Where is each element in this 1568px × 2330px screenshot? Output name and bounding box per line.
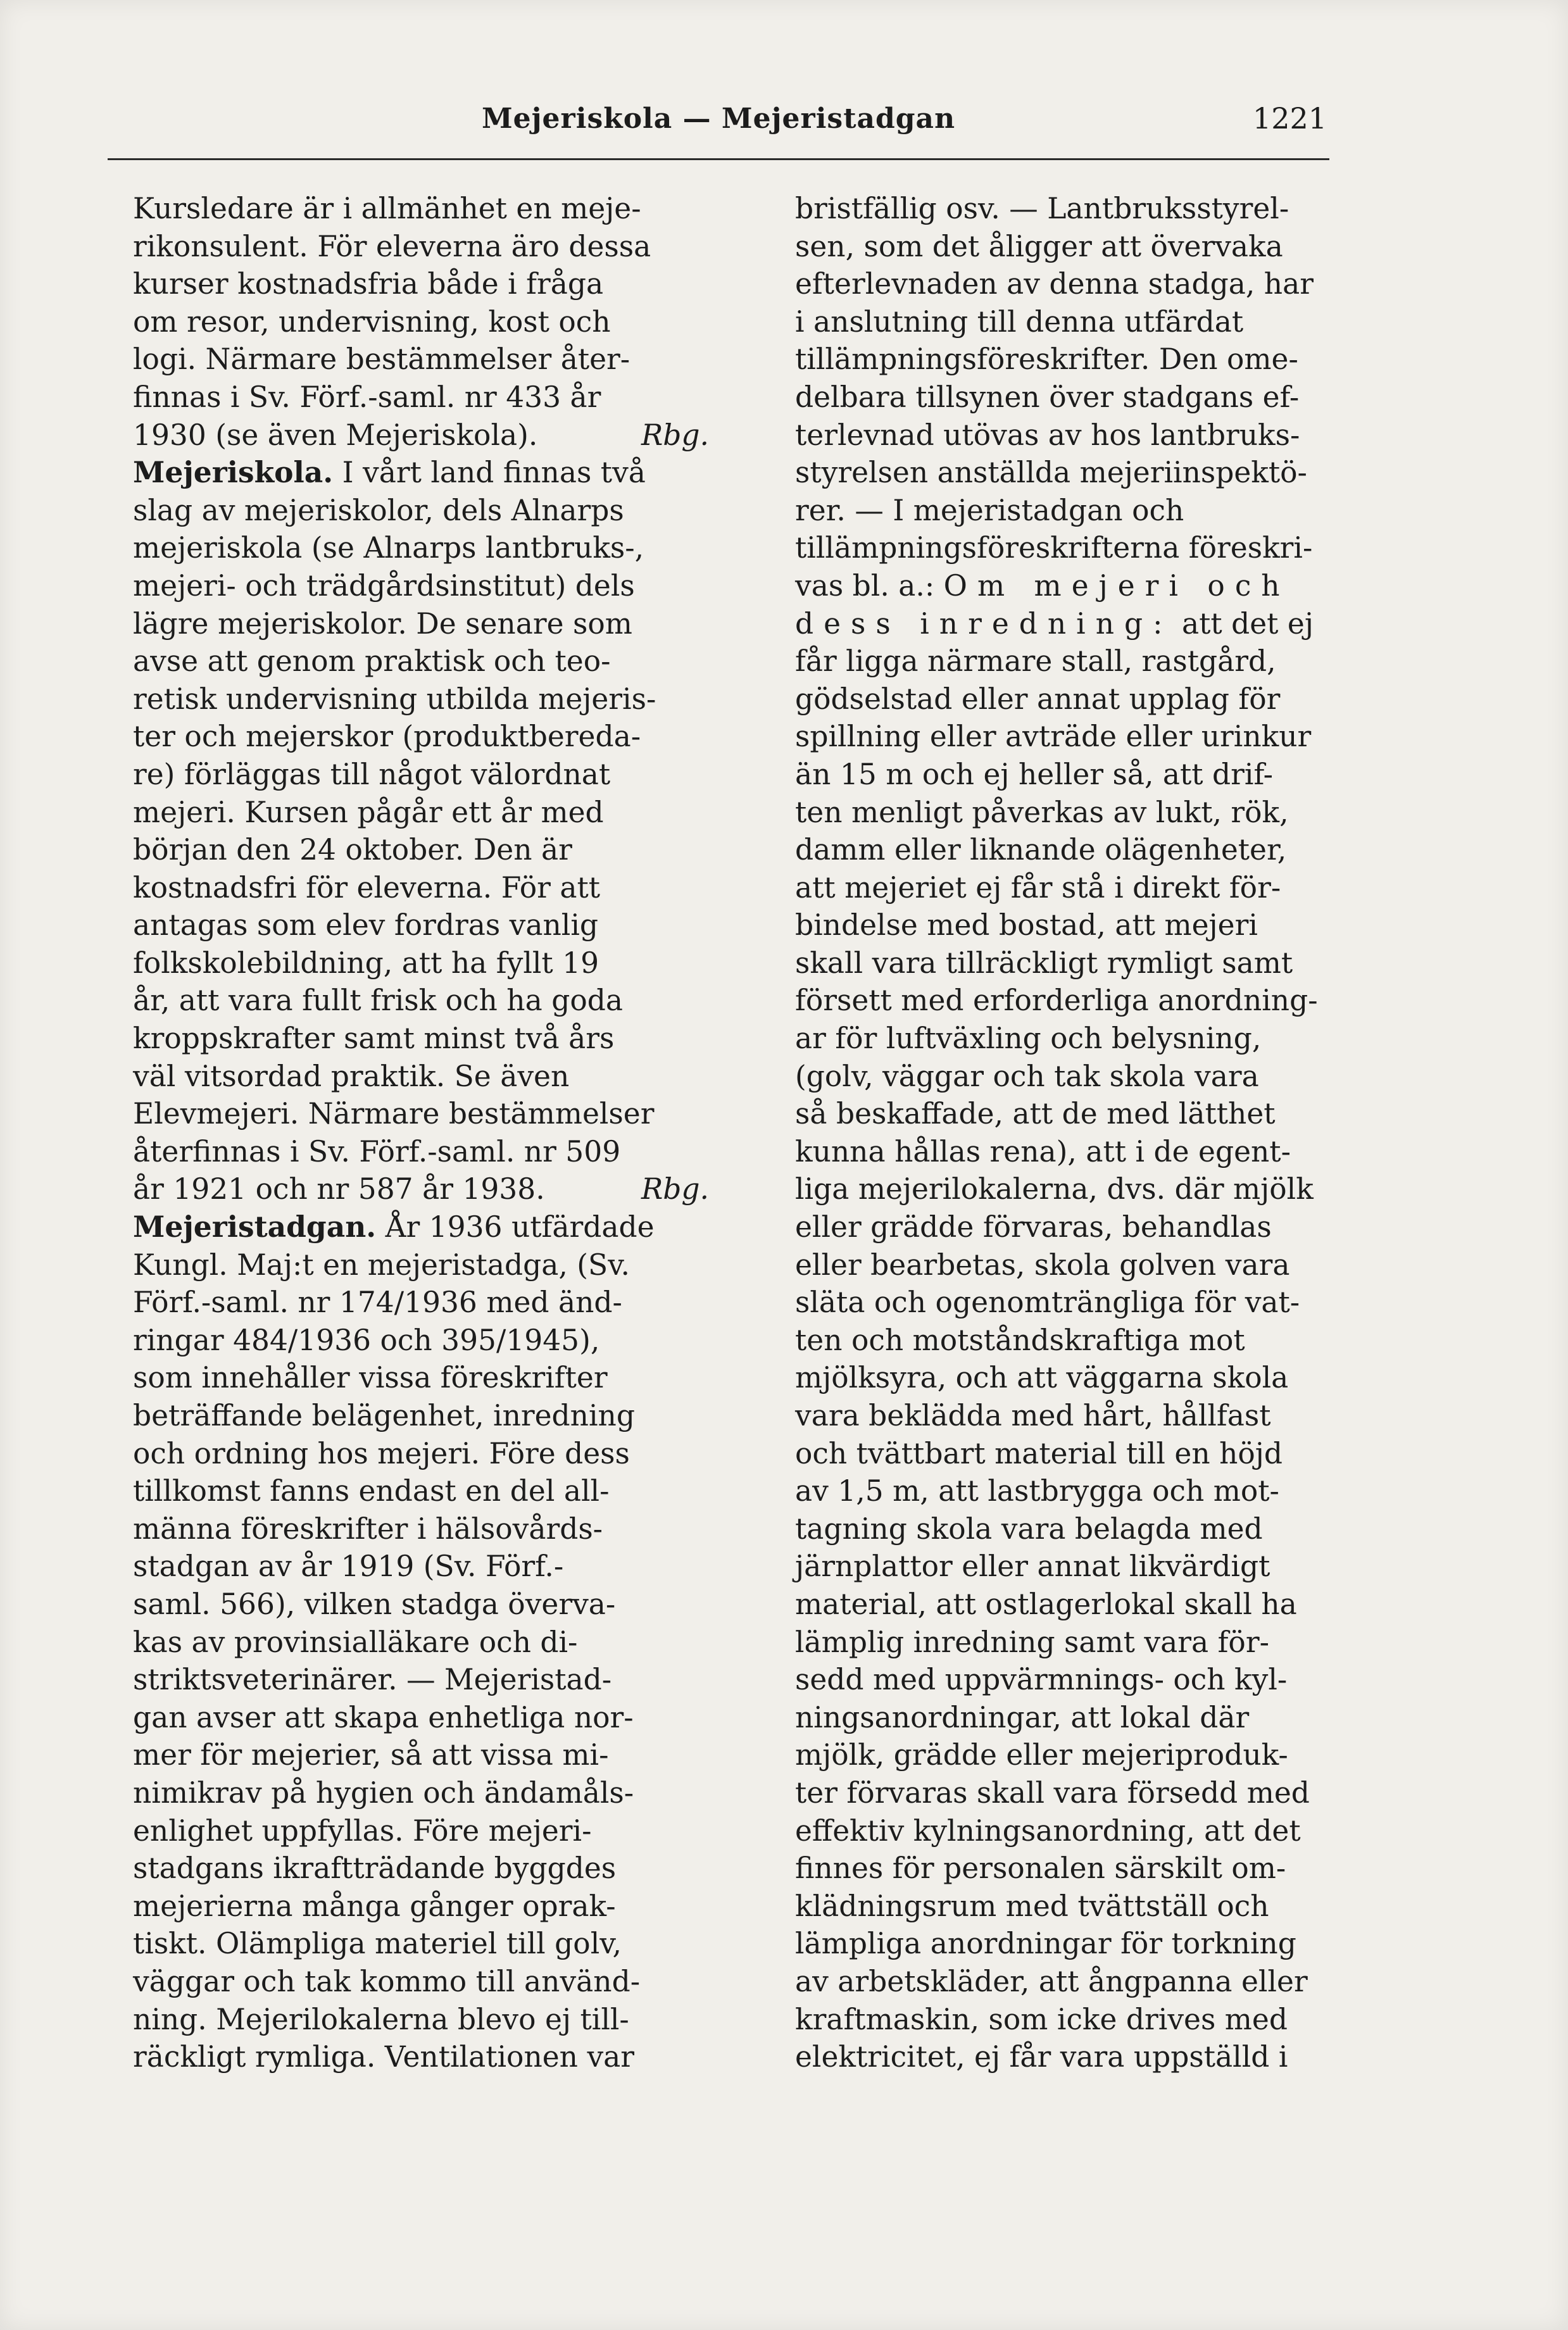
text-line: [133, 1435, 709, 1473]
line-text: rer. — I mejeristadgan och: [795, 493, 1184, 527]
line-text: kostnadsfri för eleverna. För att: [133, 870, 601, 905]
line-text: vas bl. a.:: [795, 568, 935, 603]
line-text: försett med erforderliga anordning-: [795, 984, 1318, 1018]
text-line: [795, 1925, 1352, 1963]
line-text: terlevnad utövas av hos lantbruks-: [795, 418, 1300, 452]
line-text: material, att ostlagerlokal skall ha: [795, 1587, 1297, 1621]
spaced-text: Om mejeri och: [943, 568, 1290, 603]
text-line: [795, 492, 1352, 530]
text-line: [795, 417, 1352, 454]
text-line: [795, 303, 1352, 341]
text-line: [133, 1661, 709, 1699]
text-line: [795, 1812, 1352, 1850]
page-header: [108, 95, 1329, 160]
line-text: får ligga närmare stall, rastgård,: [795, 644, 1276, 679]
text-line: [133, 1510, 709, 1548]
line-text: spillning eller avträde eller urinkur: [795, 720, 1312, 754]
line-text: 1930 (se även Mejeriskola).: [133, 418, 538, 452]
text-line: [795, 228, 1352, 266]
line-text: mejerierna många gånger oprak-: [133, 1889, 616, 1923]
line-text: kurser kostnadsfria både i fråga: [133, 267, 604, 301]
text-line: [795, 944, 1352, 982]
text-line: [795, 1208, 1352, 1246]
line-text: mjölk, grädde eller mejeriproduk-: [795, 1738, 1288, 1772]
headword: Mejeriskola.: [133, 455, 334, 490]
line-text: och tvättbart material till en höjd: [795, 1436, 1283, 1470]
line-text: männa föreskrifter i hälsovårds-: [133, 1512, 603, 1546]
text-line: [133, 1058, 709, 1096]
line-text: finnas i Sv. Förf.-saml. nr 433 år: [133, 380, 601, 414]
line-text: om resor, undervisning, kost och: [133, 304, 611, 339]
line-text: att mejeriet ej får stå i direkt för-: [795, 870, 1281, 905]
line-text: Elevmejeri. Närmare bestämmelser: [133, 1097, 655, 1131]
line-text: nimikrav på hygien och ändamåls-: [133, 1776, 634, 1810]
line-text: så beskaffade, att de med lätthet: [795, 1097, 1276, 1131]
text-line: [795, 1397, 1352, 1435]
text-line: [795, 1774, 1352, 1812]
text-line: [795, 1850, 1352, 1888]
line-text: Förf.-saml. nr 174/1936 med änd-: [133, 1286, 622, 1320]
text-line: [133, 190, 709, 228]
line-text: lämpliga anordningar för torkning: [795, 1927, 1296, 1961]
left-column: [133, 190, 709, 2076]
text-line: [133, 1284, 709, 1322]
text-line: [795, 1020, 1352, 1058]
text-line: [795, 1888, 1352, 1926]
line-text: av 1,5 m, att lastbrygga och mot-: [795, 1474, 1279, 1508]
text-line: [133, 718, 709, 756]
line-text: striktsveterinärer. — Mejeristad-: [133, 1663, 612, 1697]
line-text: elektricitet, ej får vara uppställd i: [795, 2040, 1288, 2074]
text-line: [133, 1548, 709, 1586]
text-line: [133, 1774, 709, 1812]
line-text: liga mejerilokalerna, dvs. där mjölk: [795, 1172, 1314, 1206]
line-text: tillkomst fanns endast en del all-: [133, 1474, 610, 1508]
line-text: retisk undervisning utbilda mejeris-: [133, 682, 656, 716]
line-text: ningsanordningar, att lokal där: [795, 1700, 1250, 1734]
text-line: [133, 567, 709, 605]
line-text: gan avser att skapa enhetliga nor-: [133, 1700, 634, 1734]
line-text: än 15 m och ej heller så, att drif-: [795, 757, 1274, 791]
text-line: [795, 1736, 1352, 1774]
text-line: [795, 341, 1352, 379]
text-line: [795, 982, 1352, 1020]
text-line: [133, 417, 709, 454]
text-line: [133, 1812, 709, 1850]
text-line: [133, 454, 709, 492]
text-line: [795, 1359, 1352, 1397]
text-line: [795, 1058, 1352, 1096]
text-line: [133, 1208, 709, 1246]
text-line: [133, 1963, 709, 2001]
line-text: kas av provinsialläkare och di-: [133, 1625, 578, 1659]
line-text: av arbetskläder, att ångpanna eller: [795, 1964, 1308, 1998]
line-text: rikonsulent. För eleverna äro dessa: [133, 229, 651, 263]
line-text: finnes för personalen särskilt om-: [795, 1851, 1286, 1886]
line-text: sedd med uppvärmnings- och kyl-: [795, 1663, 1288, 1697]
text-line: [795, 1548, 1352, 1586]
text-line: [133, 1322, 709, 1360]
line-text: eller bearbetas, skola golven vara: [795, 1248, 1290, 1282]
text-line: [795, 1284, 1352, 1322]
text-line: [795, 1472, 1352, 1510]
text-line: [795, 1246, 1352, 1284]
line-text: År 1936 utfärdade: [385, 1210, 655, 1244]
text-line: [133, 2001, 709, 2039]
text-line: [795, 1586, 1352, 1624]
line-text: bristfällig osv. — Lantbruksstyrel-: [795, 192, 1289, 225]
text-line: [133, 906, 709, 944]
line-text: sen, som det åligger att övervaka: [795, 229, 1283, 263]
line-text: mjölksyra, och att väggarna skola: [795, 1361, 1289, 1395]
text-line: [133, 379, 709, 417]
text-line: [133, 605, 709, 643]
line-text: kraftmaskin, som icke drives med: [795, 2002, 1288, 2036]
text-line: [795, 529, 1352, 567]
line-text: återfinnas i Sv. Förf.-saml. nr 509: [133, 1134, 621, 1168]
line-text: mejeriskola (se Alnarps lantbruks-,: [133, 531, 644, 565]
line-text: år, att vara fullt frisk och ha goda: [133, 984, 623, 1018]
text-line: [795, 567, 1352, 605]
line-text: avse att genom praktisk och teo-: [133, 644, 611, 679]
text-line: [133, 1736, 709, 1774]
text-line: [133, 1624, 709, 1662]
text-line: [133, 1925, 709, 1963]
line-text: styrelsen anställda mejeriinspektö-: [795, 456, 1307, 490]
text-line: [133, 756, 709, 794]
text-line: [133, 1586, 709, 1624]
line-text: tagning skola vara belagda med: [795, 1512, 1263, 1546]
text-line: [795, 1510, 1352, 1548]
text-line: [133, 869, 709, 907]
text-line: [133, 1246, 709, 1284]
line-text: slag av mejeriskolor, dels Alnarps: [133, 493, 624, 527]
line-text: (golv, väggar och tak skola vara: [795, 1059, 1259, 1093]
line-text: klädningsrum med tvättställ och: [795, 1889, 1269, 1923]
text-line: [795, 190, 1352, 228]
line-text: ning. Mejerilokalerna blevo ej till-: [133, 2002, 629, 2036]
line-text: eller grädde förvaras, behandlas: [795, 1210, 1272, 1244]
line-text: logi. Närmare bestämmelser åter-: [133, 342, 630, 377]
text-line: [795, 756, 1352, 794]
author-signature: Rbg.: [641, 418, 709, 452]
line-text: re) förläggas till något välordnat: [133, 757, 611, 791]
line-text: som innehåller vissa föreskrifter: [133, 1361, 608, 1395]
text-line: [133, 1020, 709, 1058]
line-text: ten och motståndskraftiga mot: [795, 1323, 1245, 1357]
text-line: [133, 794, 709, 832]
text-line: [133, 831, 709, 869]
line-text: i anslutning till denna utfärdat: [795, 304, 1244, 339]
text-line: [133, 265, 709, 303]
right-column: [795, 190, 1352, 2076]
text-line: [133, 1699, 709, 1737]
text-line: [795, 718, 1352, 756]
line-text: ar för luftväxling och belysning,: [795, 1022, 1262, 1056]
line-text: väl vitsordad praktik. Se även: [133, 1059, 570, 1093]
line-text: vara beklädda med hårt, hållfast: [795, 1399, 1271, 1432]
text-line: [795, 1170, 1352, 1208]
line-text: Kungl. Maj:t en mejeristadga, (Sv.: [133, 1248, 630, 1282]
line-text: beträffande belägenhet, inredning: [133, 1399, 635, 1432]
text-line: [133, 1170, 709, 1208]
line-text: folkskolebildning, att ha fyllt 19: [133, 946, 599, 980]
line-text: enlighet uppfyllas. Före mejeri-: [133, 1813, 592, 1848]
line-text: stadgan av år 1919 (Sv. Förf.-: [133, 1550, 564, 1584]
line-text: stadgans ikraftträdande byggdes: [133, 1851, 617, 1886]
text-line: [133, 1850, 709, 1888]
text-line: [795, 906, 1352, 944]
text-line: [795, 1435, 1352, 1473]
line-text: och ordning hos mejeri. Före dess: [133, 1436, 630, 1470]
text-line: [795, 605, 1352, 643]
headword: Mejeristadgan.: [133, 1210, 377, 1244]
line-text: mer för mejerier, så att vissa mi-: [133, 1738, 609, 1772]
text-line: [133, 529, 709, 567]
text-line: [795, 1661, 1352, 1699]
line-text: ter förvaras skall vara försedd med: [795, 1776, 1310, 1810]
text-line: [133, 1095, 709, 1133]
text-line: [795, 454, 1352, 492]
line-text: damm eller liknande olägenheter,: [795, 833, 1287, 867]
line-text: tiskt. Olämpliga materiel till golv,: [133, 1927, 622, 1961]
text-line: [133, 680, 709, 718]
line-text: kunna hållas rena), att i de egent-: [795, 1134, 1291, 1168]
text-line: [133, 1359, 709, 1397]
line-text: I vårt land finnas två: [342, 456, 646, 490]
author-signature: Rbg.: [641, 1172, 709, 1206]
text-line: [133, 982, 709, 1020]
text-line: [795, 2038, 1352, 2076]
text-line: [133, 1133, 709, 1171]
line-text: antagas som elev fordras vanlig: [133, 908, 598, 943]
line-text: kroppskrafter samt minst två års: [133, 1022, 615, 1056]
line-text: järnplattor eller annat likvärdigt: [795, 1550, 1270, 1584]
text-line: [133, 944, 709, 982]
text-line: [795, 265, 1352, 303]
text-line: [133, 642, 709, 680]
line-text: mejeri- och trädgårdsinstitut) dels: [133, 568, 635, 603]
text-line: [795, 2001, 1352, 2039]
text-line: [133, 1472, 709, 1510]
line-text: saml. 566), vilken stadga överva-: [133, 1587, 616, 1621]
line-text: räckligt rymliga. Ventilationen var: [133, 2040, 635, 2074]
text-line: [133, 2038, 709, 2076]
text-line: [795, 1095, 1352, 1133]
line-text: lägre mejeriskolor. De senare som: [133, 606, 632, 641]
line-text: skall vara tillräckligt rymligt samt: [795, 946, 1293, 980]
text-line: [133, 303, 709, 341]
line-text: tillämpningsföreskrifter. Den ome-: [795, 342, 1298, 377]
line-text: tillämpningsföreskrifterna föreskri-: [795, 531, 1313, 565]
text-line: [133, 228, 709, 266]
text-line: [133, 1888, 709, 1926]
line-text: delbara tillsynen över stadgans ef-: [795, 380, 1300, 414]
spaced-text: dess inredning:: [795, 606, 1173, 641]
text-line: [795, 379, 1352, 417]
line-text: ten menligt påverkas av lukt, rök,: [795, 795, 1289, 829]
text-line: [795, 794, 1352, 832]
line-text: effektiv kylningsanordning, att det: [795, 1813, 1301, 1848]
text-line: [133, 1397, 709, 1435]
line-text: att det ej: [1181, 606, 1314, 641]
text-line: [795, 1963, 1352, 2001]
text-line: [133, 341, 709, 379]
text-line: [795, 1133, 1352, 1171]
text-line: [795, 1699, 1352, 1737]
line-text: bindelse med bostad, att mejeri: [795, 908, 1258, 943]
text-line: [795, 1624, 1352, 1662]
line-text: mejeri. Kursen pågår ett år med: [133, 795, 604, 829]
line-text: år 1921 och nr 587 år 1938.: [133, 1172, 545, 1206]
line-text: ringar 484/1936 och 395/1945),: [133, 1323, 600, 1357]
line-text: Kursledare är i allmänhet en meje-: [133, 192, 641, 225]
text-line: [795, 642, 1352, 680]
line-text: släta och ogenomträngliga för vat-: [795, 1286, 1300, 1320]
text-line: [795, 680, 1352, 718]
line-text: efterlevnaden av denna stadga, har: [795, 267, 1314, 301]
line-text: början den 24 oktober. Den är: [133, 833, 572, 867]
page-number: 1221: [1252, 101, 1327, 135]
running-head: Mejeriskola — Mejeristadgan: [481, 103, 956, 135]
text-line: [795, 831, 1352, 869]
line-text: lämplig inredning samt vara för-: [795, 1625, 1269, 1659]
text-line: [795, 869, 1352, 907]
line-text: väggar och tak kommo till använd-: [133, 1964, 641, 1998]
line-text: gödselstad eller annat upplag för: [795, 682, 1281, 716]
text-line: [795, 1322, 1352, 1360]
text-line: [133, 492, 709, 530]
line-text: ter och mejerskor (produktbereda-: [133, 720, 641, 754]
